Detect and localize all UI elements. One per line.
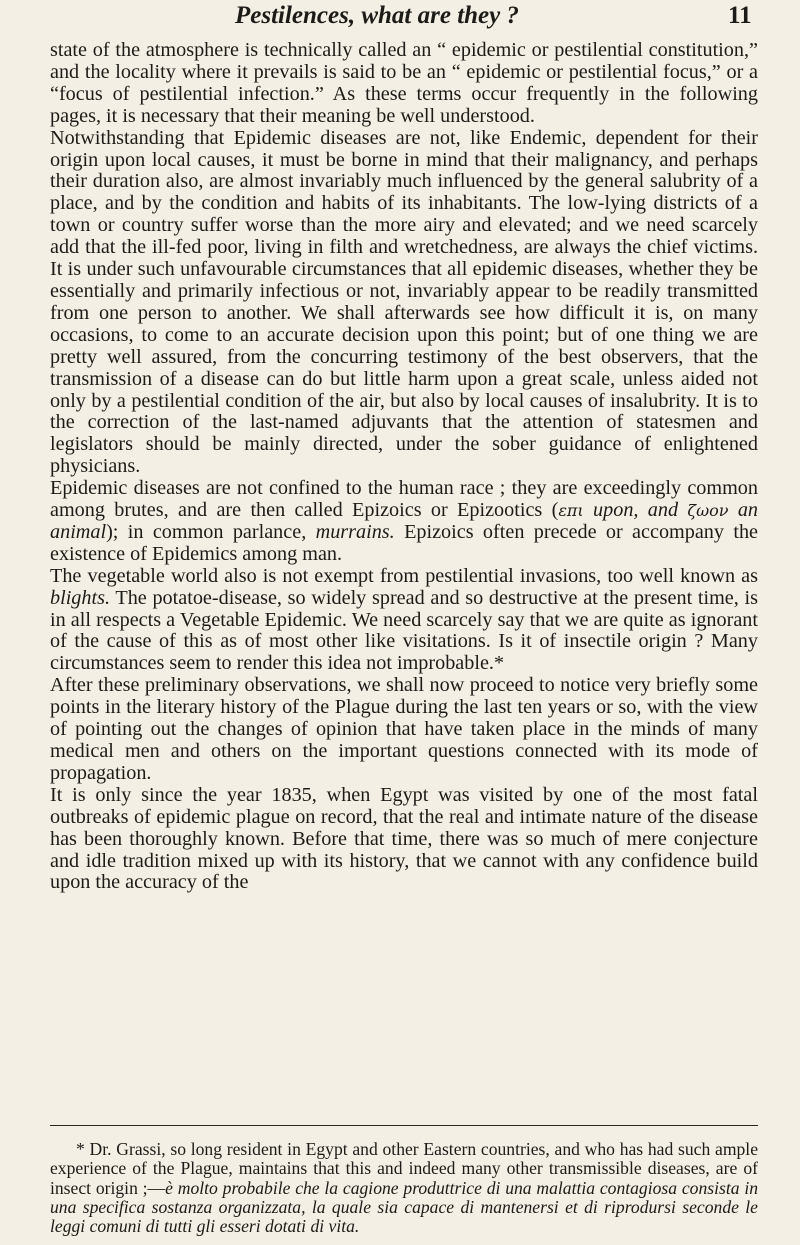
paragraph-3 — [50, 478, 758, 566]
footnote — [50, 1140, 758, 1236]
paragraph-3-part-d: ); in common parlance, — [106, 520, 316, 543]
term-blights: blights. — [50, 586, 111, 609]
footnote-text: * Dr. Grassi, so long resident in Egypt and other Eastern countries, and who has had such ample experience of the Plague, maintains that this and indeed many other transmissible diseases, are of insect origin ;— — [50, 1139, 758, 1198]
running-head: Pestilences, what are they ? — [235, 2, 519, 29]
body-text — [50, 40, 758, 894]
paragraph-4-part-a: The vegetable world also is not exempt from pestilential invasions, too well known as — [50, 564, 758, 587]
paragraph-4 — [50, 566, 758, 676]
paragraph-2: Notwithstanding that Epidemic diseases are not, like Endemic, dependent for their origin upon local causes, it must be borne in mind that their malignancy, and perhaps their duration also, are almost invariably much influenced by the general salubrity of a place, and by the condition and habits of its inhabitants. The low-lying districts of a town or country suffer worse than the more airy and elevated; and we need scarcely add that the ill-fed poor, living in filth and wretchedness, are always the chief victims. It is under such unfavourable circumstances that all epidemic diseases, whether they be essentially and primarily infectious or not, invariably appear to be readily transmitted from one person to another. We shall afterwards see how difficult it is, on many occasions, to come to an accurate decision upon this point; but of one thing we are pretty well assured, from the concurring testimony of the best observers, that the transmission of a disease can do but little harm upon a great scale, unless aided not only by a pestilential condition of the air, but also by local causes of insalubrity. It is to the correction of the last-named adjuvants that the attention of statesmen and legislators should be mainly directed, under the sober guidance of enlightened physicians. — [50, 126, 758, 478]
greek-word-zoon: ζωον — [687, 501, 729, 521]
paragraph-3-part-c: an animal — [50, 499, 759, 543]
footnote-italian-quote: è molto probabile che la cagione produttrice di una malattia contagiosa consista in una specifica sostanza organizzata, la quale sia capace di mantenersi et di riprodursi seconde le leggi comuni di tutti gli esseri dotati di vita. — [50, 1177, 759, 1237]
paragraph-3-part-a: Epidemic diseases are not confined to the human race ; they are exceedingly common among brutes, and are then called Epizoics or Epizootics ( — [50, 477, 758, 522]
paragraph-5: After these preliminary observations, we shall now proceed to notice very briefly some points in the literary history of the Plague during the last ten years or so, with the view of pointing out the changes of opinion that have taken place in the minds of many medical men and others on the important questions connected with its mode of propagation. — [50, 674, 758, 784]
paragraph-6: It is only since the year 1835, when Egypt was visited by one of the most fatal outbreaks of epidemic plague on record, that the real and intimate nature of the disease has been thoroughly known. Before that time, there was so much of mere conjecture and idle tradition mixed up with its history, that we cannot with any confidence build upon the accuracy of the — [50, 783, 758, 894]
greek-word-epi: επι — [558, 501, 584, 521]
page-header — [0, 0, 800, 36]
footnote-rule — [50, 1125, 758, 1126]
paragraph-1: state of the atmosphere is technically called an “ epidemic or pestilential constitution,” and the locality where it prevails is said to be an “ epidemic or pestilential focus,” or a “focus of pestilential infection.” As these terms occur frequently in the following pages, it is necessary that their meaning be well understood. — [50, 39, 758, 127]
paragraph-3-part-b: upon, and — [583, 499, 688, 522]
footnote-paragraph — [50, 1140, 758, 1236]
page-number: 11 — [728, 2, 752, 29]
term-murrains: murrains. — [315, 520, 395, 543]
paragraph-3-part-f: Epizoics often precede or accompany the existence of Epidemics among man. — [50, 520, 758, 565]
paragraph-4-part-c: The potatoe-disease, so widely spread and so destructive at the present time, is in all respects a Vegetable Epidemic. We need scarcely say that we are quite as ignorant of the cause of this as of most other like visitations. Is it of insectile origin ? Many circumstances seem to render this idea not improbable.* — [50, 586, 758, 675]
